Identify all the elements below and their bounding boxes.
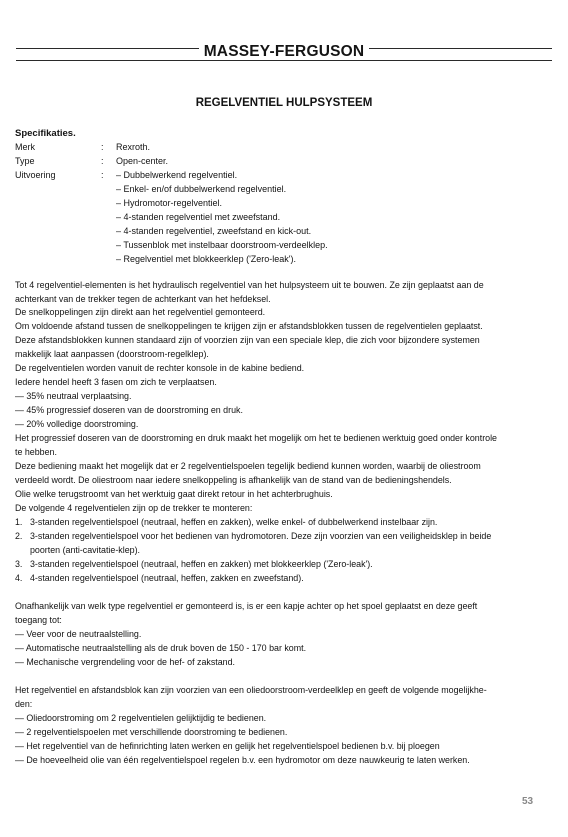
body-line: te hebben. — [15, 447, 57, 457]
body-line: achterkant van de trekker tegen de achterkant van het hefdeksel. — [15, 294, 271, 304]
body-line: De volgende 4 regelventielen zijn op de trekker te monteren: — [15, 503, 253, 513]
spec-value: – Regelventiel met blokkeerklep ('Zero-leak'). — [116, 254, 297, 264]
item-number: 2. — [15, 531, 23, 541]
list-item: — Mechanische vergrendeling voor de hef- of zakstand. — [15, 657, 236, 667]
numbered-item — [15, 529, 491, 543]
item-number: 1. — [15, 517, 23, 527]
brand-header — [0, 44, 568, 62]
item-text: 3-standen regelventielspoel (neutraal, heffen en zakken) met blokkeerklep ('Zero-leak'). — [30, 559, 373, 569]
spec-colon: : — [101, 142, 104, 152]
list-item: — Oliedoorstroming om 2 regelventielen gelijktijdig te bedienen. — [15, 713, 267, 723]
spec-colon: : — [101, 156, 104, 166]
body-line: Het progressief doseren van de doorstroming en druk maakt het mogelijk om het te bedienen werktuig goed onder kontrole — [15, 433, 497, 443]
spec-label: Merk — [15, 142, 35, 152]
numbered-item — [15, 571, 304, 585]
spec-label: Uitvoering — [15, 170, 56, 180]
list-item: — De hoeveelheid olie van één regelventielspoel regelen b.v. een hydromotor om deze nauwkeurig te laten werken. — [15, 755, 470, 765]
body-line: Het regelventiel en afstandsblok kan zijn voorzien van een oliedoorstroom-verdeelklep en geeft de volgende mogelijkhe- — [15, 685, 487, 695]
body-line: De regelventielen worden vanuit de rechter konsole in de kabine bediend. — [15, 363, 305, 373]
brand-name: MASSEY-FERGUSON — [199, 43, 370, 60]
body-line: Deze bediening maakt het mogelijk dat er 2 regelventielspoelen tegelijk bediend kunnen worden, waarbij de oliestroom — [15, 461, 481, 471]
list-item: — Automatische neutraalstelling als de druk boven de 150 - 170 bar komt. — [15, 643, 307, 653]
body-line: Om voldoende afstand tussen de snelkoppelingen te krijgen zijn er afstandsblokken tussen de regelventielen geplaatst. — [15, 321, 483, 331]
spec-value: – Enkel- en/of dubbelwerkend regelventiel. — [116, 184, 287, 194]
body-line: Olie welke terugstroomt van het werktuig gaat direkt retour in het achterbrughuis. — [15, 489, 333, 499]
item-text: 3-standen regelventielspoel (neutraal, heffen en zakken), welke enkel- of dubbelwerkend instelbaar zijn. — [30, 517, 438, 527]
body-line: den: — [15, 699, 33, 709]
body-line: Onafhankelijk van welk type regelventiel er gemonteerd is, is er een kapje achter op het spoel geplaatst en deze geeft — [15, 601, 478, 611]
list-item: — 35% neutraal verplaatsing. — [15, 391, 132, 401]
list-item: — 45% progressief doseren van de doorstroming en druk. — [15, 405, 243, 415]
spec-heading: Specifikaties. — [15, 128, 76, 139]
spec-value: – 4-standen regelventiel met zweefstand. — [116, 212, 281, 222]
body-line: Deze afstandsblokken kunnen standaard zijn of voorzien zijn van een speciale klep, die zich voor bijzondere systemen — [15, 335, 480, 345]
body-line: Iedere hendel heeft 3 fasen om zich te verplaatsen. — [15, 377, 217, 387]
list-item: — 2 regelventielspoelen met verschillende doorstroming te bedienen. — [15, 727, 288, 737]
body-line: verdeeld wordt. De oliestroom naar iedere snelkoppeling is afhankelijk van de stand van de bedieningshendels. — [15, 475, 452, 485]
numbered-item-continued — [15, 543, 140, 557]
spec-value: – Tussenblok met instelbaar doorstroom-verdeelklep. — [116, 240, 328, 250]
numbered-item — [15, 557, 373, 571]
item-number: 3. — [15, 559, 23, 569]
list-item: — 20% volledige doorstroming. — [15, 419, 139, 429]
item-number: 4. — [15, 573, 23, 583]
spec-value: – Dubbelwerkend regelventiel. — [116, 170, 238, 180]
spec-colon: : — [101, 170, 104, 180]
body-line: Tot 4 regelventiel-elementen is het hydraulisch regelventiel van het hulpsysteem uit te bouwen. Ze zijn geplaatst aan de — [15, 280, 484, 290]
list-item: — Veer voor de neutraalstelling. — [15, 629, 142, 639]
item-text: 3-standen regelventielspoel voor het bedienen van hydromotoren. Deze zijn voorzien van een veiligheidsklep in beide — [30, 531, 492, 541]
body-line: De snelkoppelingen zijn direkt aan het regelventiel gemonteerd. — [15, 307, 266, 317]
page-number: 53 — [522, 796, 534, 807]
numbered-item — [15, 515, 437, 529]
item-text: poorten (anti-cavitatie-klep). — [30, 545, 141, 555]
spec-value: – Hydromotor-regelventiel. — [116, 198, 223, 208]
body-line: toegang tot: — [15, 615, 62, 625]
spec-value: – 4-standen regelventiel, zweefstand en kick-out. — [116, 226, 312, 236]
list-item: — Het regelventiel van de hefinrichting laten werken en gelijk het regelventielspoel bedienen b.v. bij ploegen — [15, 741, 440, 751]
body-line: makkelijk laat aanpassen (doorstroom-regelklep). — [15, 349, 209, 359]
page-title: REGELVENTIEL HULPSYSTEEM — [195, 97, 373, 109]
item-text: 4-standen regelventielspoel (neutraal, heffen, zakken en zweefstand). — [30, 573, 304, 583]
spec-label: Type — [15, 156, 35, 166]
spec-value: Open-center. — [116, 156, 169, 166]
spec-value: Rexroth. — [116, 142, 151, 152]
